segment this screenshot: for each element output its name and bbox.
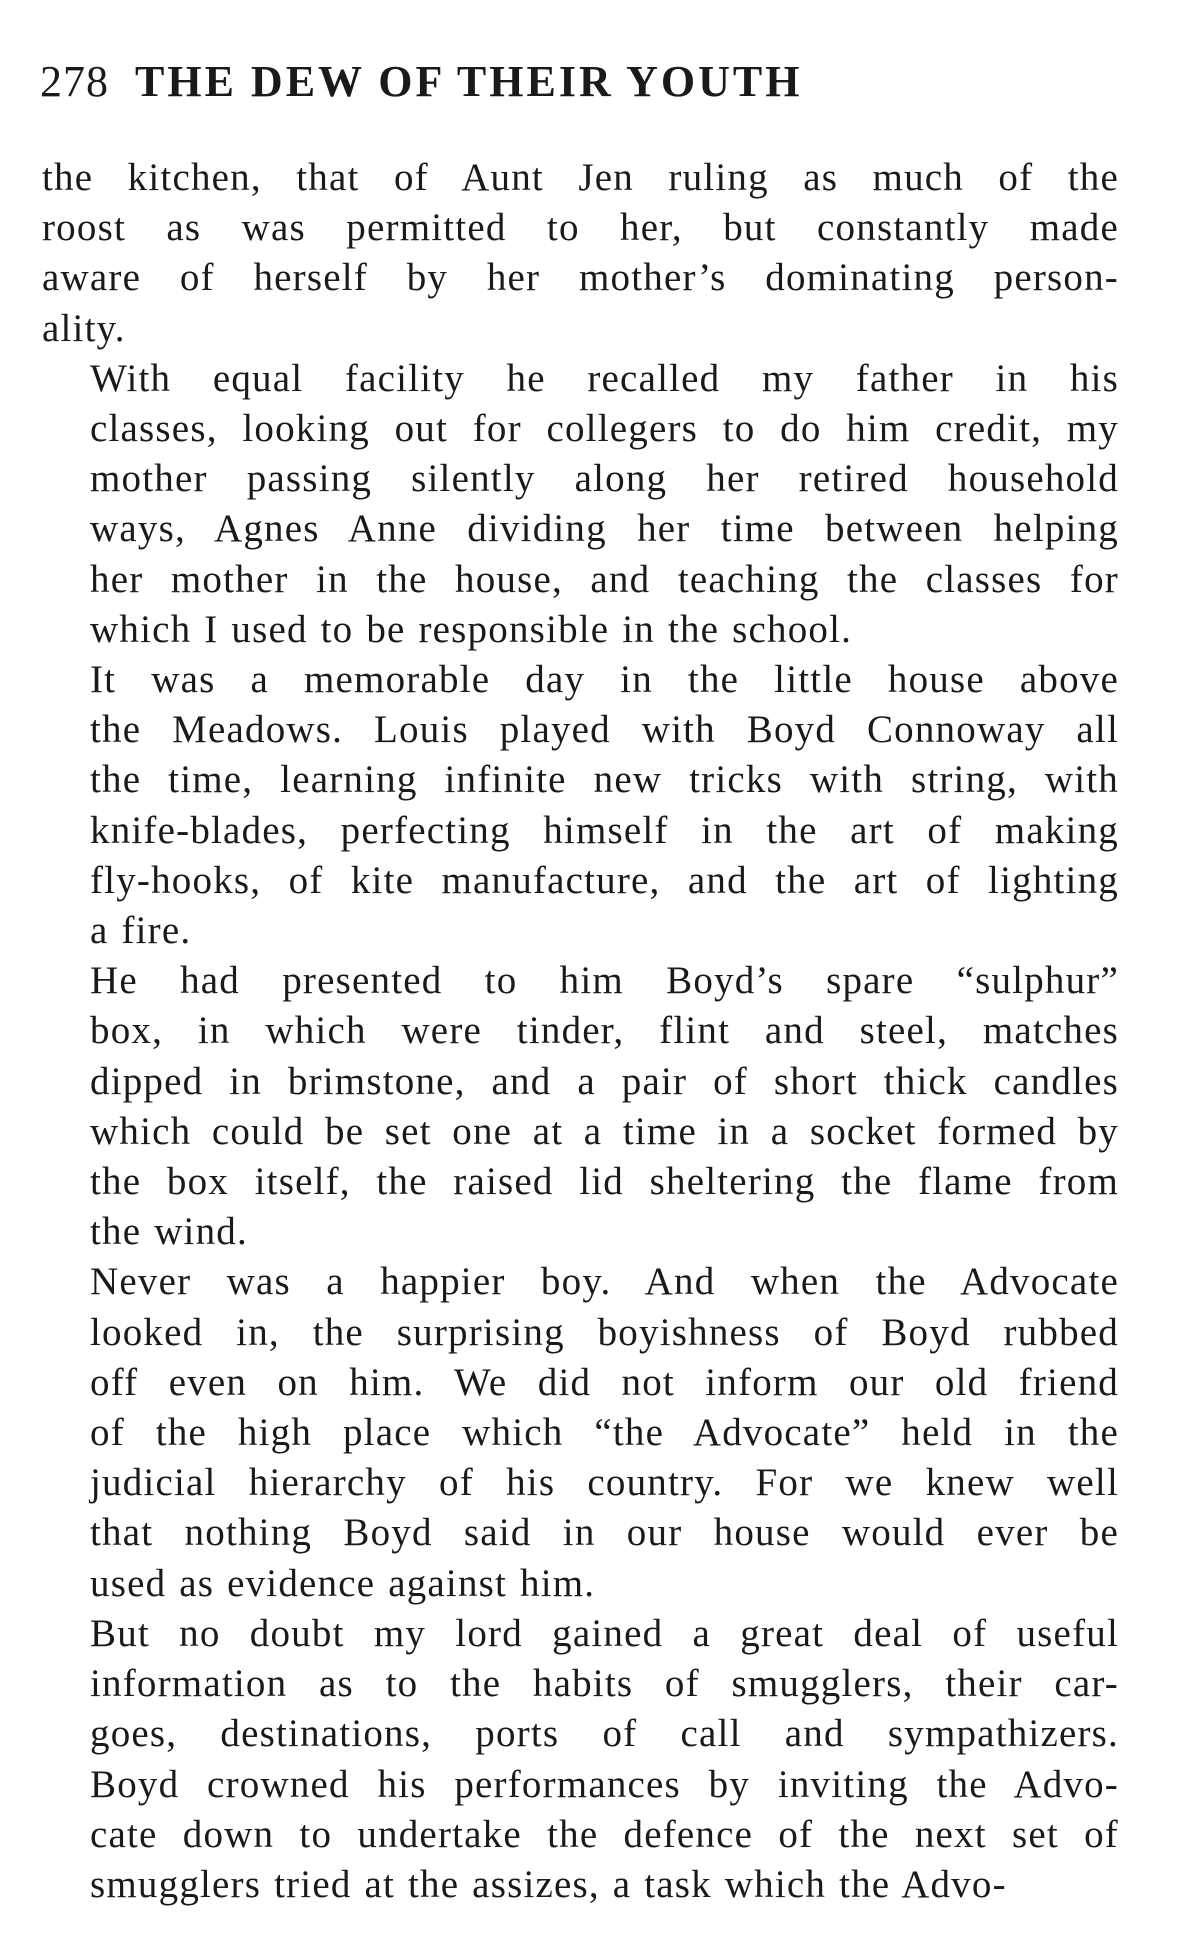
- paragraph: [42, 1609, 1119, 1910]
- text-line: which could be set one at a time in a socket formed by: [90, 1109, 1119, 1153]
- text-line: dipped in brimstone, and a pair of short thick candles: [90, 1059, 1119, 1103]
- text-line: cate down to undertake the defence of the next set of: [90, 1812, 1119, 1856]
- text-line: With equal facility he recalled my father in his: [90, 356, 1119, 400]
- text-line: judicial hierarchy of his country. For we knew well: [90, 1461, 1119, 1505]
- text-line: the box itself, the raised lid sheltering the flame from: [90, 1160, 1119, 1204]
- text-line: her mother in the house, and teaching the classes for: [90, 557, 1119, 601]
- text-line: goes, destinations, ports of call and sympathizers.: [90, 1712, 1119, 1756]
- text-line: knife-blades, perfecting himself in the art of making: [90, 808, 1119, 852]
- text-line: But no doubt my lord gained a great deal of useful: [90, 1611, 1119, 1655]
- text-line: box, in which were tinder, flint and steel, matches: [90, 1009, 1119, 1053]
- text-line: roost as was permitted to her, but constantly made: [42, 206, 1119, 250]
- text-line: that nothing Boyd said in our house would ever be: [90, 1511, 1119, 1555]
- running-head: [40, 52, 1120, 112]
- text-line: information as to the habits of smugglers, their car-: [90, 1662, 1119, 1706]
- text-line: ality.: [42, 306, 126, 350]
- text-line: the Meadows. Louis played with Boyd Connoway all: [90, 708, 1119, 752]
- text-line: mother passing silently along her retired household: [90, 457, 1119, 501]
- body-text: [42, 153, 1119, 1910]
- paragraph: [42, 153, 1119, 354]
- book-title: THE DEW OF THEIR YOUTH: [135, 57, 803, 106]
- text-line: off even on him. We did not inform our old friend: [90, 1360, 1119, 1404]
- page-number: 278: [40, 57, 109, 106]
- text-line: of the high place which “the Advocate” held in the: [90, 1411, 1119, 1455]
- text-line: a fire.: [90, 909, 192, 953]
- text-line: the kitchen, that of Aunt Jen ruling as much of the: [42, 156, 1119, 199]
- text-line: Never was a happier boy. And when the Advocate: [90, 1260, 1119, 1304]
- text-line: It was a memorable day in the little house above: [90, 658, 1119, 702]
- text-line: fly-hooks, of kite manufacture, and the art of lighting: [90, 858, 1119, 902]
- paragraph: [42, 1257, 1119, 1608]
- paragraph: [42, 655, 1119, 956]
- text-line: smugglers tried at the assizes, a task which the Advo-: [90, 1862, 1007, 1906]
- text-line: He had presented to him Boyd’s spare “sulphur”: [90, 959, 1119, 1003]
- text-line: Boyd crowned his performances by inviting the Advo-: [90, 1762, 1119, 1806]
- text-line: the time, learning infinite new tricks with string, with: [90, 758, 1119, 802]
- paragraph: [42, 956, 1119, 1257]
- paragraph: [42, 354, 1119, 655]
- text-line: used as evidence against him.: [90, 1561, 596, 1605]
- text-line: the wind.: [90, 1210, 248, 1254]
- text-line: aware of herself by her mother’s dominating person-: [42, 256, 1119, 300]
- text-line: ways, Agnes Anne dividing her time between helping: [90, 507, 1119, 551]
- text-line: looked in, the surprising boyishness of Boyd rubbed: [90, 1310, 1119, 1354]
- text-line: classes, looking out for collegers to do him credit, my: [90, 407, 1119, 451]
- text-line: which I used to be responsible in the school.: [90, 607, 853, 651]
